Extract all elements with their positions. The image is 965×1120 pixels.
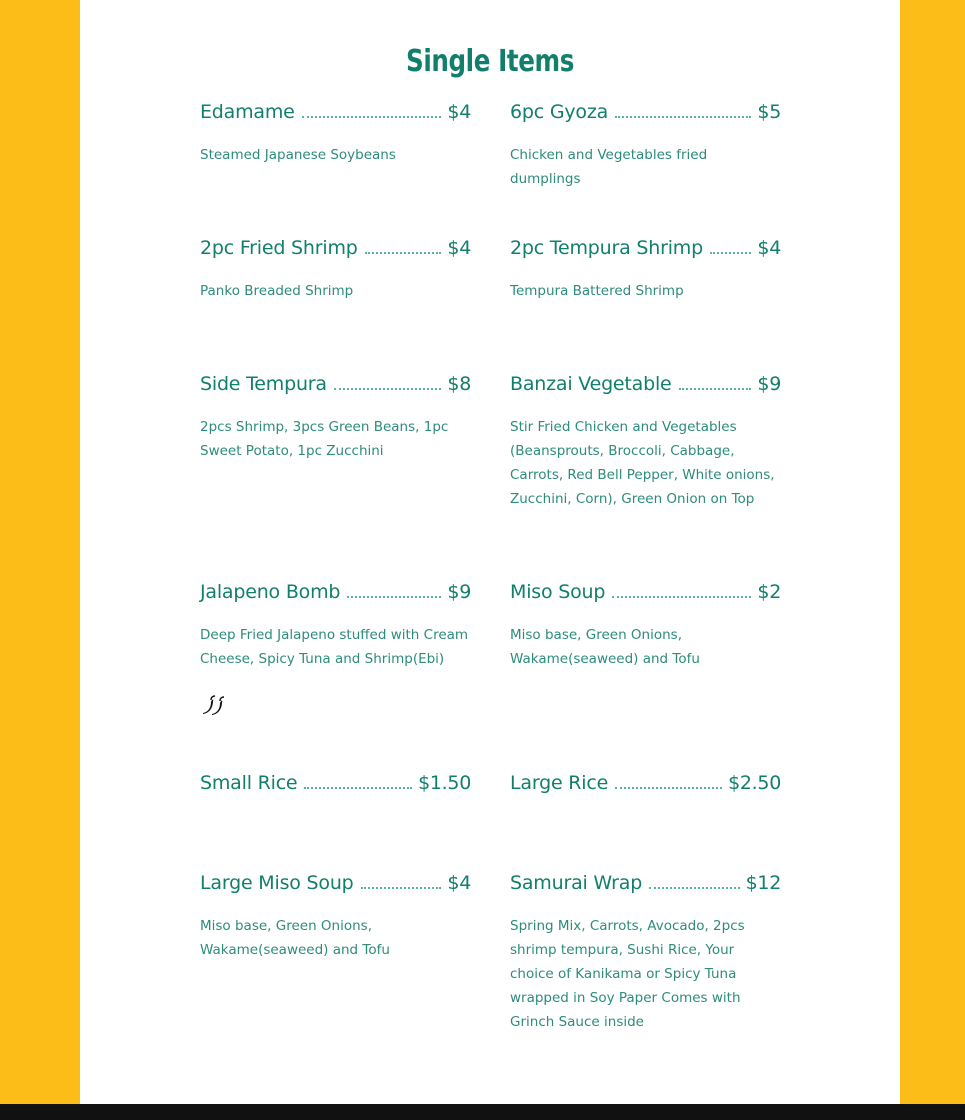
item-description: Spring Mix, Carrots, Avocado, 2pcs shrimp tempura, Sushi Rice, Your choice of Kanikama or Spicy Tuna wrapped in Soy Paper Comes with Grinch Sauce inside bbox=[510, 918, 745, 1030]
item-description: 2pcs Shrimp, 3pcs Green Beans, 1pc Sweet Potato, 1pc Zucchini bbox=[200, 419, 449, 459]
dotted-leader bbox=[334, 387, 442, 390]
item-description: Stir Fried Chicken and Vegetables (Beansprouts, Broccoli, Cabbage, Carrots, Red Bell Pepper, White onions, Zucchini, Corn), Green Onion on Top bbox=[510, 419, 775, 507]
item-name: Jalapeno Bomb bbox=[200, 581, 341, 603]
item-description: Miso base, Green Onions, Wakame(seaweed) and Tofu bbox=[200, 918, 390, 958]
item-price: $8 bbox=[447, 373, 471, 395]
item-price: $4 bbox=[447, 101, 471, 123]
menu-item-gyoza bbox=[510, 101, 781, 191]
item-description: Steamed Japanese Soybeans bbox=[200, 147, 396, 163]
item-header bbox=[510, 237, 781, 267]
item-header bbox=[200, 772, 471, 802]
menu-item-tempura-shrimp bbox=[510, 237, 781, 303]
menu-item-side-tempura bbox=[200, 373, 471, 463]
item-name: Small Rice bbox=[200, 772, 298, 794]
dotted-leader bbox=[365, 251, 442, 254]
item-price: $1.50 bbox=[418, 772, 471, 794]
chili-pepper-icon bbox=[200, 694, 224, 716]
item-price: $2 bbox=[757, 581, 781, 603]
dotted-leader bbox=[679, 387, 752, 390]
item-header bbox=[200, 373, 471, 403]
item-header bbox=[200, 237, 471, 267]
menu-item-fried-shrimp bbox=[200, 237, 471, 303]
item-description: Deep Fried Jalapeno stuffed with Cream Cheese, Spicy Tuna and Shrimp(Ebi) bbox=[200, 627, 469, 667]
item-header bbox=[200, 581, 471, 611]
menu-item-samurai-wrap bbox=[510, 872, 781, 1034]
item-name: Large Miso Soup bbox=[200, 872, 354, 894]
item-name: 2pc Tempura Shrimp bbox=[510, 237, 703, 259]
menu-item-jalapeno-bomb bbox=[200, 581, 471, 671]
item-header bbox=[510, 101, 781, 131]
dotted-leader bbox=[361, 886, 442, 889]
item-description: Panko Breaded Shrimp bbox=[200, 283, 354, 299]
item-name: Large Rice bbox=[510, 772, 609, 794]
menu-page bbox=[80, 0, 900, 1104]
item-header bbox=[510, 872, 781, 902]
dotted-leader bbox=[710, 251, 751, 254]
item-name: 6pc Gyoza bbox=[510, 101, 609, 123]
item-header bbox=[510, 373, 781, 403]
item-name: Side Tempura bbox=[200, 373, 327, 395]
menu-item-large-rice bbox=[510, 772, 781, 802]
dotted-leader bbox=[615, 115, 751, 118]
item-header bbox=[200, 872, 471, 902]
item-price: $12 bbox=[745, 872, 781, 894]
item-price: $9 bbox=[757, 373, 781, 395]
item-name: Samurai Wrap bbox=[510, 872, 643, 894]
dotted-leader bbox=[615, 786, 722, 789]
item-price: $9 bbox=[447, 581, 471, 603]
menu-item-miso-soup bbox=[510, 581, 781, 671]
item-name: 2pc Fried Shrimp bbox=[200, 237, 358, 259]
dotted-leader bbox=[304, 786, 412, 789]
item-price: $4 bbox=[447, 872, 471, 894]
item-name: Edamame bbox=[200, 101, 295, 123]
menu-item-banzai-vegetable bbox=[510, 373, 781, 511]
menu-item-edamame bbox=[200, 101, 471, 167]
item-header bbox=[200, 101, 471, 131]
item-description: Tempura Battered Shrimp bbox=[510, 283, 684, 299]
item-price: $4 bbox=[447, 237, 471, 259]
dotted-leader bbox=[612, 595, 751, 598]
item-description: Chicken and Vegetables fried dumplings bbox=[510, 147, 708, 187]
item-description: Miso base, Green Onions, Wakame(seaweed) and Tofu bbox=[510, 627, 700, 667]
item-name: Banzai Vegetable bbox=[510, 373, 672, 395]
menu-item-small-rice bbox=[200, 772, 471, 802]
footer-bar bbox=[0, 1104, 965, 1120]
item-price: $5 bbox=[757, 101, 781, 123]
item-price: $4 bbox=[757, 237, 781, 259]
item-name: Miso Soup bbox=[510, 581, 606, 603]
dotted-leader bbox=[347, 595, 441, 598]
menu-item-large-miso-soup bbox=[200, 872, 471, 962]
dotted-leader bbox=[649, 886, 740, 889]
section-title: Single Items bbox=[406, 44, 574, 79]
dotted-leader bbox=[302, 115, 442, 118]
item-header bbox=[510, 581, 781, 611]
item-header bbox=[510, 772, 781, 802]
item-price: $2.50 bbox=[728, 772, 781, 794]
